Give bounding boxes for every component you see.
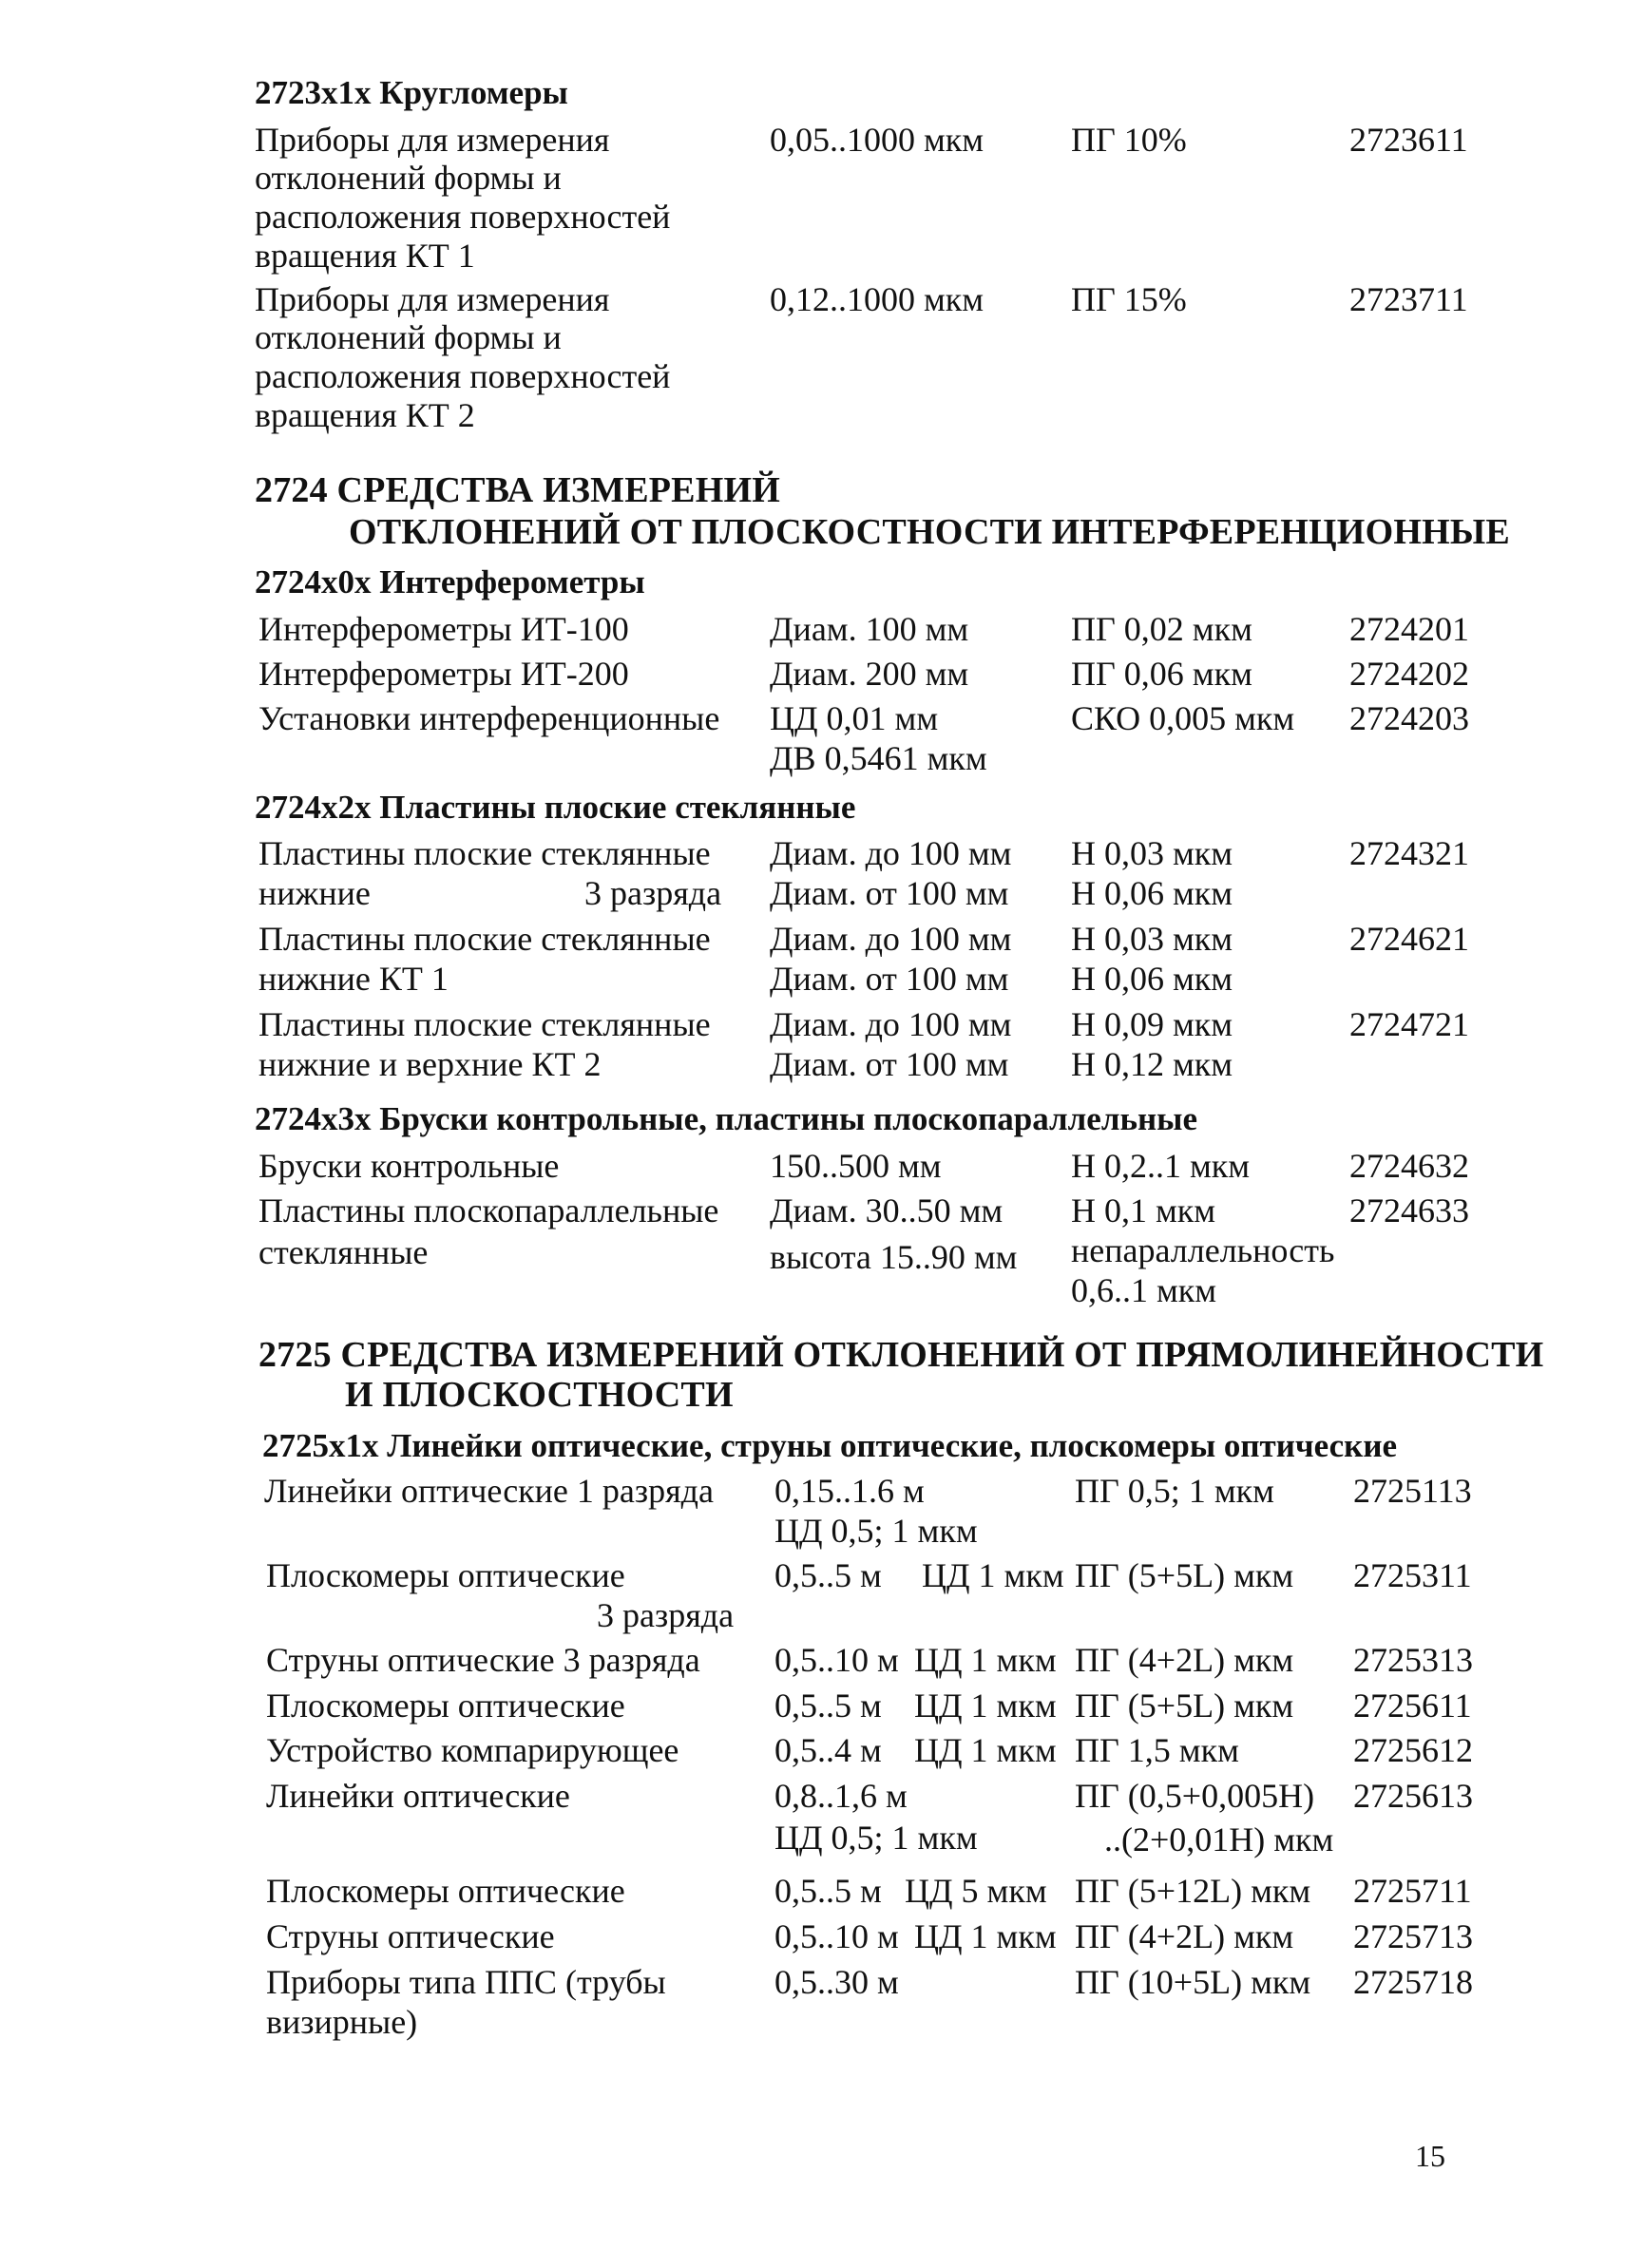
item-range: ЦД 0,5; 1 мкм bbox=[774, 1512, 978, 1550]
item-range: Диам. до 100 мм bbox=[770, 1005, 1012, 1043]
section-title-2725: 2725 СРЕДСТВА ИЗМЕРЕНИЙ ОТКЛОНЕНИЙ ОТ ПРЯМОЛИНЕЙНОСТИ bbox=[258, 1335, 1544, 1375]
item-range: 0,12..1000 мкм bbox=[770, 280, 984, 318]
item-accuracy: ПГ 1,5 мкм bbox=[1075, 1731, 1239, 1769]
item-name-line: Плоскомеры оптические bbox=[266, 1872, 625, 1910]
item-range: ЦД 0,5; 1 мкм bbox=[774, 1819, 978, 1857]
item-accuracy: Н 0,2..1 мкм bbox=[1071, 1147, 1251, 1185]
item-range: 0,5..30 м bbox=[774, 1963, 899, 2001]
item-cd: ЦД 5 мкм bbox=[905, 1872, 1047, 1910]
item-name-line: Пластины плоскопараллельные bbox=[258, 1191, 719, 1229]
item-name-line: Струны оптические bbox=[266, 1917, 555, 1955]
item-accuracy: 0,6..1 мкм bbox=[1071, 1271, 1217, 1309]
item-accuracy: Н 0,03 мкм bbox=[1071, 834, 1233, 872]
item-code: 2724321 bbox=[1349, 834, 1469, 872]
item-range: 0,5..10 м bbox=[774, 1641, 899, 1679]
item-range: 0,5..5 м bbox=[774, 1687, 882, 1725]
item-range: 0,5..10 м bbox=[774, 1917, 899, 1955]
item-code: 2725612 bbox=[1353, 1731, 1473, 1769]
item-code: 2724203 bbox=[1349, 699, 1469, 737]
item-code: 2724202 bbox=[1349, 655, 1469, 693]
item-range: 0,5..5 м bbox=[774, 1556, 882, 1594]
section-title-2725-line2: И ПЛОСКОСТНОСТИ bbox=[345, 1375, 734, 1415]
item-name-line: нижние КТ 1 bbox=[258, 960, 449, 998]
item-cd: ЦД 1 мкм bbox=[914, 1917, 1057, 1955]
item-grade: 3 разряда bbox=[584, 874, 722, 912]
item-accuracy: Н 0,12 мкм bbox=[1071, 1045, 1233, 1083]
item-accuracy: ПГ (4+2L) мкм bbox=[1075, 1641, 1294, 1679]
item-accuracy: ПГ 0,06 мкм bbox=[1071, 655, 1252, 693]
item-name-line: расположения поверхностей bbox=[255, 198, 671, 236]
item-code: 2724633 bbox=[1349, 1191, 1469, 1229]
item-accuracy: ПГ (10+5L) мкм bbox=[1075, 1963, 1311, 2001]
item-accuracy: ПГ (4+2L) мкм bbox=[1075, 1917, 1294, 1955]
item-name-line: вращения КТ 2 bbox=[255, 396, 475, 434]
item-range: Диам. от 100 мм bbox=[770, 1045, 1009, 1083]
item-accuracy: ПГ 10% bbox=[1071, 121, 1187, 159]
item-name-line: Струны оптические 3 разряда bbox=[266, 1641, 700, 1679]
item-range: 0,05..1000 мкм bbox=[770, 121, 984, 159]
item-name-line: нижние и верхние КТ 2 bbox=[258, 1045, 602, 1083]
item-accuracy: непараллельность bbox=[1071, 1231, 1335, 1269]
item-range: Диам. от 100 мм bbox=[770, 874, 1009, 912]
item-name-line: Пластины плоские стеклянные bbox=[258, 834, 711, 872]
item-accuracy: Н 0,03 мкм bbox=[1071, 920, 1233, 958]
item-range: 0,15..1.6 м bbox=[774, 1472, 925, 1510]
section-title-2724-line2: ОТКЛОНЕНИЙ ОТ ПЛОСКОСТНОСТИ ИНТЕРФЕРЕНЦИОННЫЕ bbox=[349, 512, 1510, 552]
item-range: 150..500 мм bbox=[770, 1147, 942, 1185]
item-code: 2725713 bbox=[1353, 1917, 1473, 1955]
page-number: 15 bbox=[1415, 2139, 1445, 2173]
item-name-line: Пластины плоские стеклянные bbox=[258, 1005, 711, 1043]
item-name-line: Линейки оптические 1 разряда bbox=[264, 1472, 714, 1510]
item-accuracy: ПГ 0,5; 1 мкм bbox=[1075, 1472, 1274, 1510]
item-name-line: Интерферометры ИТ-100 bbox=[258, 610, 629, 648]
item-range: Диам. 200 мм bbox=[770, 655, 969, 693]
item-cd: ЦД 1 мкм bbox=[914, 1641, 1057, 1679]
item-code: 2725611 bbox=[1353, 1687, 1472, 1725]
item-code: 2725613 bbox=[1353, 1777, 1473, 1815]
item-range: Диам. от 100 мм bbox=[770, 960, 1009, 998]
item-name-line: Бруски контрольные bbox=[258, 1147, 560, 1185]
item-range: 0,8..1,6 м bbox=[774, 1777, 908, 1815]
item-code: 2723711 bbox=[1349, 280, 1468, 318]
item-name-line: Устройство компарирующее bbox=[266, 1731, 679, 1769]
item-name-line: Приборы типа ППС (трубы bbox=[266, 1963, 666, 2001]
item-name-line: Приборы для измерения bbox=[255, 121, 610, 159]
subsection-title-2724x3x: 2724x3x Бруски контрольные, пластины плоскопараллельные bbox=[255, 1100, 1197, 1137]
item-range: 0,5..4 м bbox=[774, 1731, 882, 1769]
subsection-title-2724x2x: 2724x2x Пластины плоские стеклянные bbox=[255, 789, 856, 826]
item-code: 2725311 bbox=[1353, 1556, 1472, 1594]
item-range: Диам. до 100 мм bbox=[770, 920, 1012, 958]
item-accuracy: ПГ 0,02 мкм bbox=[1071, 610, 1252, 648]
subsection-title-2723x1x: 2723x1x Кругломеры bbox=[255, 74, 568, 111]
item-grade: 3 разряда bbox=[597, 1596, 735, 1634]
item-name-line: Установки интерференционные bbox=[258, 699, 720, 737]
section-title-2724: 2724 СРЕДСТВА ИЗМЕРЕНИЙ bbox=[255, 470, 780, 510]
item-code: 2724621 bbox=[1349, 920, 1469, 958]
subsection-title-2724x0x: 2724x0x Интерферометры bbox=[255, 563, 645, 600]
item-range: ЦД 0,01 мм bbox=[770, 699, 939, 737]
item-accuracy: ПГ (5+12L) мкм bbox=[1075, 1872, 1311, 1910]
item-name-line: отклонений формы и bbox=[255, 159, 562, 197]
item-name-line: расположения поверхностей bbox=[255, 357, 671, 395]
item-name-line: нижние bbox=[258, 874, 371, 912]
item-name-line: Плоскомеры оптические bbox=[266, 1687, 625, 1725]
item-code: 2725313 bbox=[1353, 1641, 1473, 1679]
item-name-line: Плоскомеры оптические bbox=[266, 1556, 625, 1594]
item-name-line: Пластины плоские стеклянные bbox=[258, 920, 711, 958]
item-code: 2725113 bbox=[1353, 1472, 1472, 1510]
item-name-line: вращения КТ 1 bbox=[255, 237, 475, 275]
subsection-title-2725x1x: 2725x1x Линейки оптические, струны оптические, плоскомеры оптические bbox=[262, 1427, 1398, 1464]
item-code: 2723611 bbox=[1349, 121, 1468, 159]
item-name-line: Линейки оптические bbox=[266, 1777, 570, 1815]
item-accuracy: СКО 0,005 мкм bbox=[1071, 699, 1295, 737]
item-range: ДВ 0,5461 мкм bbox=[770, 739, 987, 777]
item-range: Диам. 30..50 мм bbox=[770, 1191, 1004, 1229]
item-name-line: Приборы для измерения bbox=[255, 280, 610, 318]
item-name-line: визирные) bbox=[266, 2003, 418, 2041]
item-cd: ЦД 1 мкм bbox=[914, 1731, 1057, 1769]
item-code: 2724201 bbox=[1349, 610, 1469, 648]
item-name-line: стеклянные bbox=[258, 1233, 429, 1271]
item-accuracy: ..(2+0,01Н) мкм bbox=[1104, 1820, 1334, 1858]
item-cd: ЦД 1 мкм bbox=[922, 1556, 1064, 1594]
item-name-line: Интерферометры ИТ-200 bbox=[258, 655, 629, 693]
item-accuracy: Н 0,09 мкм bbox=[1071, 1005, 1233, 1043]
item-range: Диам. до 100 мм bbox=[770, 834, 1012, 872]
item-accuracy: Н 0,06 мкм bbox=[1071, 874, 1233, 912]
item-range: Диам. 100 мм bbox=[770, 610, 969, 648]
item-accuracy: Н 0,1 мкм bbox=[1071, 1191, 1216, 1229]
item-accuracy: ПГ 15% bbox=[1071, 280, 1187, 318]
item-accuracy: ПГ (0,5+0,005Н) bbox=[1075, 1777, 1315, 1815]
item-code: 2725711 bbox=[1353, 1872, 1472, 1910]
item-code: 2725718 bbox=[1353, 1963, 1473, 2001]
item-cd: ЦД 1 мкм bbox=[914, 1687, 1057, 1725]
item-name-line: отклонений формы и bbox=[255, 318, 562, 356]
item-accuracy: ПГ (5+5L) мкм bbox=[1075, 1687, 1294, 1725]
item-range: 0,5..5 м bbox=[774, 1872, 882, 1910]
item-range: высота 15..90 мм bbox=[770, 1238, 1018, 1276]
item-accuracy: Н 0,06 мкм bbox=[1071, 960, 1233, 998]
item-code: 2724632 bbox=[1349, 1147, 1469, 1185]
item-accuracy: ПГ (5+5L) мкм bbox=[1075, 1556, 1294, 1594]
item-code: 2724721 bbox=[1349, 1005, 1469, 1043]
